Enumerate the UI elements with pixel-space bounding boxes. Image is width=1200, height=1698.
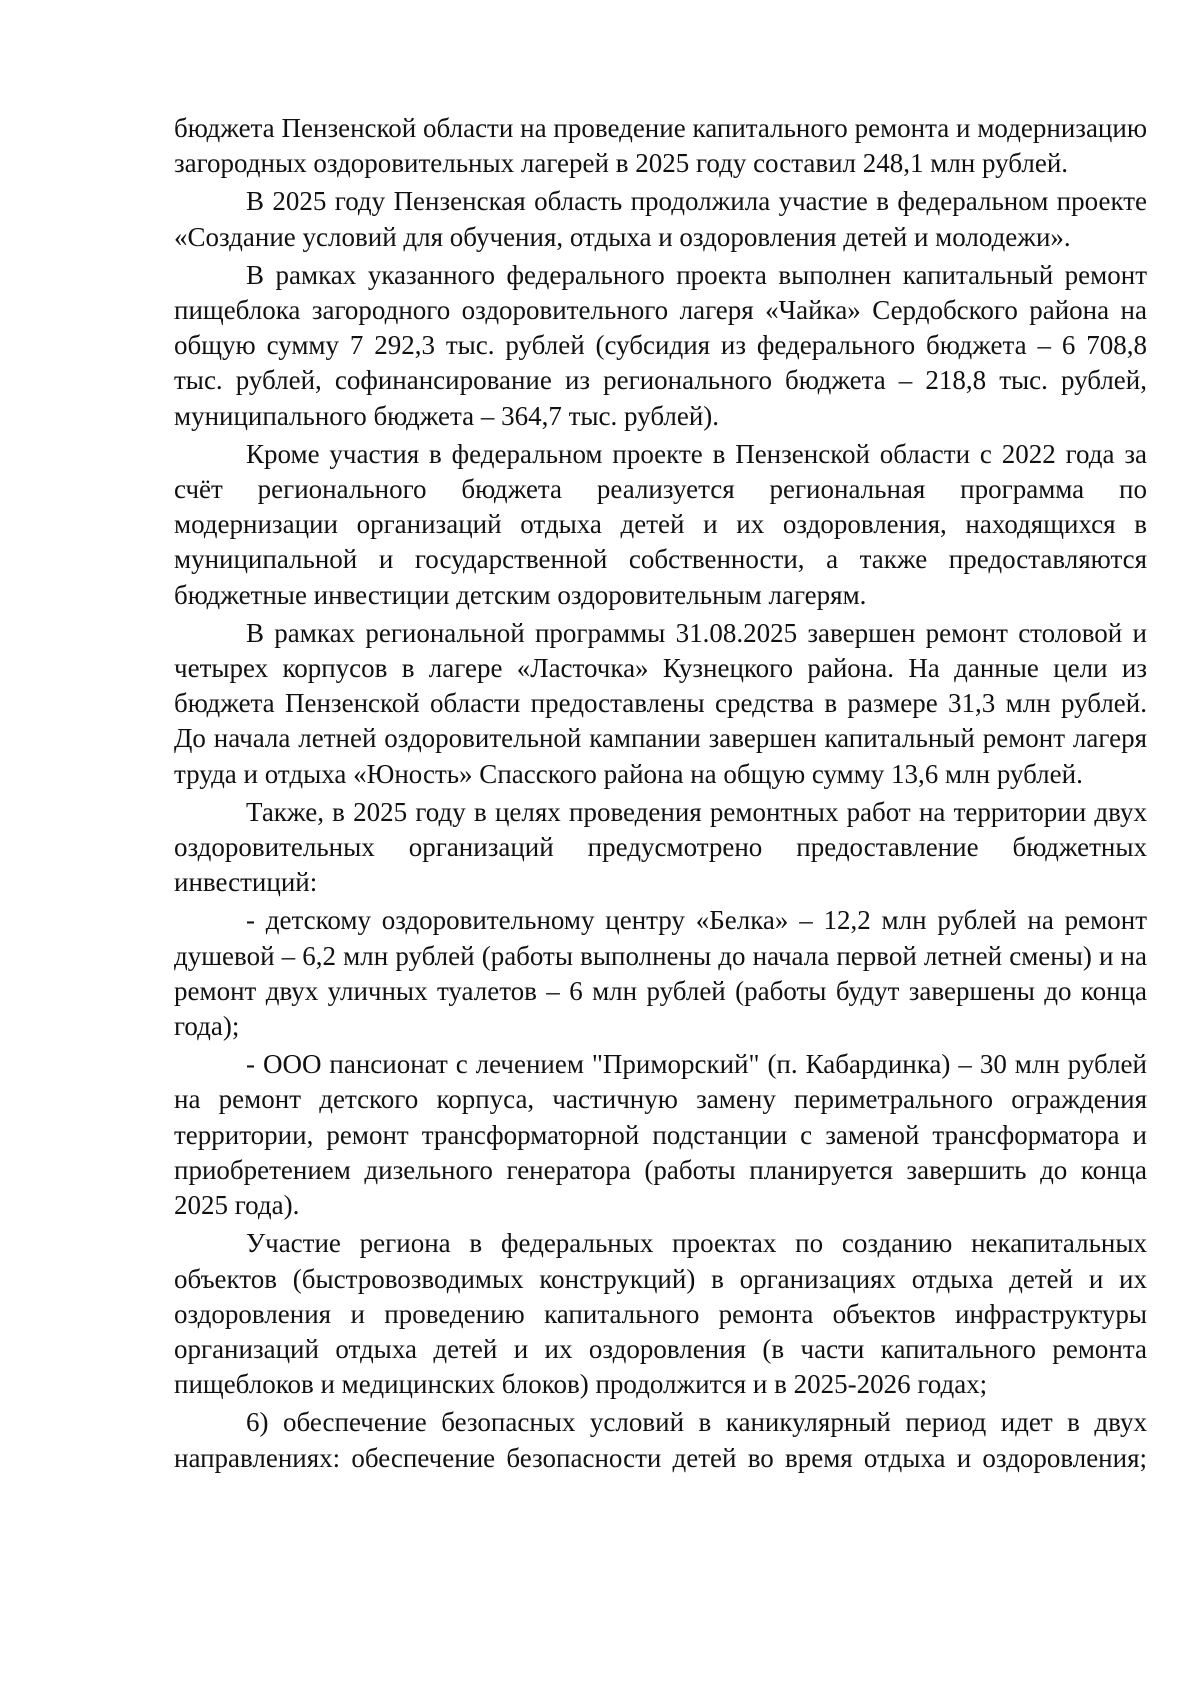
paragraph-budget-investments: Также, в 2025 году в целях проведения ремонтных работ на территории двух оздоровительных организаций предусмотрено предоставление бюджетных инвестиций: (174, 796, 1147, 898)
paragraph-safety-conditions: 6) обеспечение безопасных условий в каникулярный период идет в двух направлениях: обеспечение безопасности детей во время отдыха и оздоровления; (174, 1407, 1147, 1473)
document-body (174, 111, 1147, 1479)
paragraph-region-participation: Участие региона в федеральных проектах по созданию некапитальных объектов (быстровозводимых конструкций) в организациях отдыха детей и их оздоровления и проведению капитального ремонта объектов инфраструктуры организаций отдыха детей и их оздоровления (в части капитального ремонта пищеблоков и медицинских блоков) продолжится и в 2025-2026 годах; (174, 1228, 1147, 1400)
paragraph-budget-total: бюджета Пензенской области на проведение капитального ремонта и модернизацию загородных оздоровительных лагерей в 2025 году составил 248,1 млн рублей. (174, 113, 1147, 179)
paragraph-chaika-repair: В рамках указанного федерального проекта выполнен капитальный ремонт пищеблока загородного оздоровительного лагеря «Чайка» Сердобского района на общую сумму 7 292,3 тыс. рублей (субсидия из федерального бюджета – 6 708,8 тыс. рублей, софинансирование из регионального бюджета – 218,8 тыс. рублей, муниципального бюджета – 364,7 тыс. рублей). (174, 259, 1147, 431)
paragraph-federal-project: В 2025 году Пензенская область продолжила участие в федеральном проекте «Создание условий для обучения, отдыха и оздоровления детей и молодежи». (174, 186, 1147, 252)
paragraph-lastochka-repair: В рамках региональной программы 31.08.2025 завершен ремонт столовой и четырех корпусов в лагере «Ласточка» Кузнецкого района. На данные цели из бюджета Пензенской области предоставлены средства в размере 31,3 млн рублей. До начала летней оздоровительной кампании завершен капитальный ремонт лагеря труда и отдыха «Юность» Спасского района на общую сумму 13,6 млн рублей. (174, 617, 1147, 789)
paragraph-belka-center: - детскому оздоровительному центру «Белка» – 12,2 млн рублей на ремонт душевой – 6,2 млн рублей (работы выполнены до начала первой летней смены) и на ремонт двух уличных туалетов – 6 млн рублей (работы будут завершены до конца года); (174, 905, 1147, 1042)
paragraph-primorsky-pension: - ООО пансионат с лечением "Приморский" (п. Кабардинка) – 30 млн рублей на ремонт детского корпуса, частичную замену периметрального ограждения территории, ремонт трансформаторной подстанции с заменой трансформатора и приобретением дизельного генератора (работы планируется завершить до конца 2025 года). (174, 1049, 1147, 1221)
paragraph-regional-program: Кроме участия в федеральном проекте в Пензенской области с 2022 года за счёт регионального бюджета реализуется региональная программа по модернизации организаций отдыха детей и их оздоровления, находящихся в муниципальной и государственной собственности, а также предоставляются бюджетные инвестиции детским оздоровительным лагерям. (174, 438, 1147, 610)
